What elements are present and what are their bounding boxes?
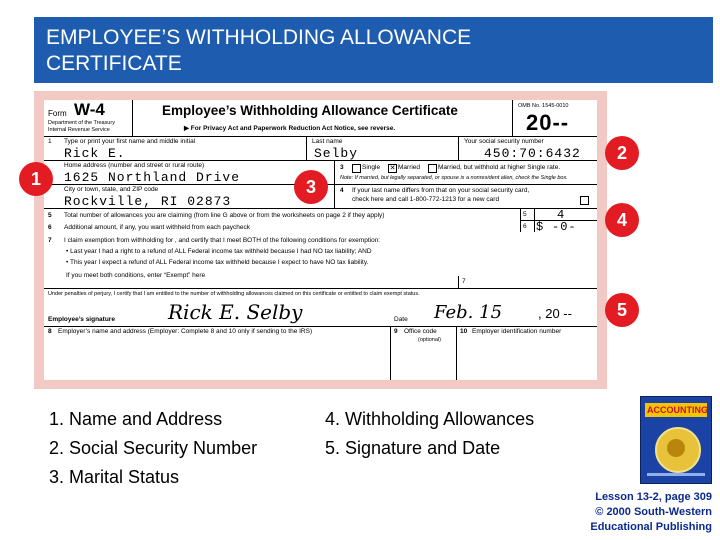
legend-item: 2. Social Security Number: [49, 438, 258, 458]
callout-5: 5: [605, 293, 639, 327]
first-name-value: Rick E.: [64, 146, 126, 161]
married-higher-label: Married, but withhold at higher Single rate.: [438, 164, 561, 171]
form-year: 20--: [526, 110, 570, 135]
legend-item: 1. Name and Address: [49, 409, 223, 429]
last-name-value: Selby: [314, 146, 359, 161]
legend-left: [49, 405, 257, 492]
line2-label: Your social security number: [464, 138, 544, 145]
city-label: City or town, state, and ZIP code: [64, 186, 159, 193]
line6-number: 6: [48, 224, 52, 231]
line7-bullet2: • This year I expect a refund of ALL Federal income tax withheld because I expect to have NO tax liability.: [66, 259, 369, 266]
line8-number: 8: [48, 328, 52, 335]
employee-signature: Rick E. Selby: [168, 300, 303, 324]
credit-line3: Educational Publishing: [590, 521, 712, 533]
form-label: Form: [48, 109, 67, 118]
home-address-label: Home address (number and street or rural route): [64, 162, 205, 169]
line5-label: Total number of allowances you are claiming (from line G above or from the worksheets on page 2 if they apply): [64, 212, 385, 219]
married-label: Married: [398, 164, 421, 171]
credit: [590, 490, 712, 535]
legend-item: 5. Signature and Date: [325, 438, 501, 458]
form-number: W-4: [74, 100, 105, 119]
line4-number: 4: [340, 187, 344, 194]
last-name-label: Last name: [312, 138, 343, 145]
line10-number: 10: [460, 328, 468, 335]
ssn-value: 450:70:6432: [484, 146, 581, 161]
line7-label: I claim exemption from withholding for , and certify that I meet BOTH of the following conditions for exemption:: [64, 237, 381, 244]
line9-sub: (optional): [418, 337, 441, 343]
line7-box-number: 7: [462, 278, 466, 285]
signature-date-year: , 20 --: [538, 306, 572, 321]
married-higher-checkbox[interactable]: [428, 164, 437, 173]
slide-title-line2: CERTIFICATE: [46, 52, 182, 75]
book-title: ACCOUNTING: [647, 405, 708, 415]
legend-item: 3. Marital Status: [49, 467, 180, 487]
callout-3: 3: [294, 170, 328, 204]
line10-label: Employer identification number: [472, 328, 562, 335]
callout-2: 2: [605, 136, 639, 170]
line5-number: 5: [48, 212, 52, 219]
line6-box-number: 6: [523, 223, 527, 230]
signature-date: Feb. 15: [434, 302, 503, 323]
line5-box-number: 5: [523, 211, 527, 218]
line7-number: 7: [48, 237, 52, 244]
perjury-statement: Under penalties of perjury, I certify that I am entitled to the number of withholding allowances claimed on this certificate or entitled to claim exempt status.: [48, 291, 420, 297]
line7-bullet3: If you meet both conditions, enter “Exempt” here: [66, 272, 206, 279]
line1-number: 1: [48, 138, 52, 145]
credit-line2: © 2000 South-Western: [595, 506, 712, 518]
callout-4: 4: [605, 203, 639, 237]
line6-dollar: $: [536, 220, 545, 234]
line1-label: Type or print your first name and middle initial: [64, 138, 196, 145]
line4-label: If your last name differs from that on your social security card,: [352, 187, 530, 194]
w4-form: [44, 100, 597, 380]
dept-line2: Internal Revenue Service: [48, 127, 110, 133]
single-checkbox[interactable]: [352, 164, 361, 173]
line7-bullet1: • Last year I had a right to a refund of ALL Federal income tax withheld because I had NO tax liability; AND: [66, 248, 372, 255]
line7-bullet2-text: This year I expect a refund of ALL Federal income tax withheld because I expect to have NO tax liability.: [69, 259, 369, 266]
line6-value: -0-: [552, 220, 577, 234]
line9-label: Office code: [404, 328, 437, 335]
date-label: Date: [394, 316, 408, 323]
form-subtitle: ▶ For Privacy Act and Paperwork Reduction Act Notice, see reverse.: [184, 125, 396, 132]
legend-right: [325, 405, 534, 463]
married-checkbox[interactable]: ✕: [389, 165, 396, 172]
legend-item: 4. Withholding Allowances: [325, 409, 535, 429]
credit-line1: Lesson 13-2, page 309: [595, 491, 712, 503]
city-value: Rockville, RI 02873: [64, 194, 232, 209]
single-label: Single: [362, 164, 381, 171]
slide-title-line1: EMPLOYEE’S WITHHOLDING ALLOWANCE: [46, 26, 472, 49]
callout-1: 1: [19, 162, 53, 196]
home-address-value: 1625 Northland Drive: [64, 170, 241, 185]
signature-label: Employee’s signature: [48, 316, 115, 323]
line8-label: Employer’s name and address (Employer: Complete 8 and 10 only if sending to the IRS): [58, 328, 313, 335]
line5-value: 4: [557, 208, 566, 222]
slide-title-bar: [34, 17, 713, 83]
dept-line1: Department of the Treasury: [48, 120, 115, 126]
line3-note: Note: If married, but legally separated, or spouse is a nonresident alien, check the Single box.: [340, 175, 568, 181]
line7-bullet1-text: Last year I had a right to a refund of ALL Federal income tax withheld because I had NO tax liability; AND: [70, 248, 372, 255]
line4-checkbox[interactable]: [580, 196, 589, 205]
line9-number: 9: [394, 328, 398, 335]
line6-label: Additional amount, if any, you want withheld from each paycheck: [64, 224, 250, 231]
line4-label2: check here and call 1-800-772-1213 for a new card: [352, 196, 500, 203]
textbook-cover-icon: [640, 396, 712, 484]
form-title: Employee’s Withholding Allowance Certificate: [162, 103, 458, 118]
line3-number: 3: [340, 164, 344, 171]
omb-number: OMB No. 1545-0010: [518, 103, 569, 109]
